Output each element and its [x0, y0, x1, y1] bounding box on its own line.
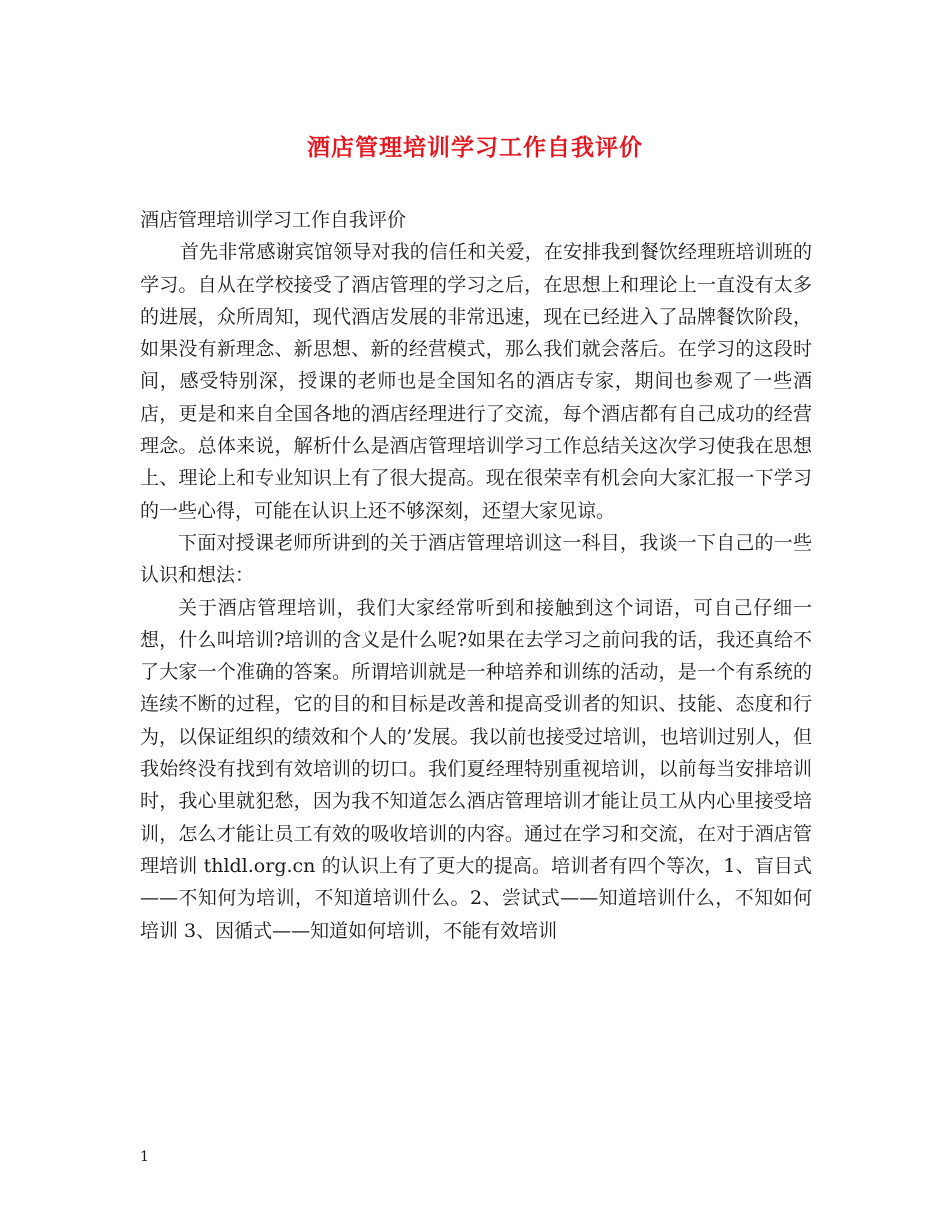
page-number: 1: [140, 1149, 149, 1165]
paragraph-2: 下面对授课老师所讲到的关于酒店管理培训这一科目，我谈一下自己的一些认识和想法：: [140, 531, 812, 587]
paragraph-3: 关于酒店管理培训，我们大家经常听到和接触到这个词语，可自己仔细一想，什么叫培训?培训的含义是什么呢?如果在去学习之前问我的话，我还真给不了大家一个准确的答案。所谓培训就是一种培养和训练的活动，是一个有系统的连续不断的过程，它的目的和目标是改善和提高受训者的知识、技能、态度和行为，以保证组织的绩效和个人的’发展。我以前也接受过培训，也培训过别人，但我始终没有找到有效培训的切口。我们夏经理特别重视培训，以前每当安排培训时，我心里就犯愁，因为我不知道怎么酒店管理培训才能让员工从内心里接受培训，怎么才能让员工有效的吸收培训的内容。通过在学习和交流，在对于酒店管理培训 thldl.org.cn 的认识上有了更大的提高。培训者有四个等次，1、盲目式——不知何为培训，不知道培训什么。2、尝试式——知道培训什么，不知如何培训 3、因循式——知道如何培训，不能有效培训: [140, 596, 812, 942]
document-subtitle: 酒店管理培训学习工作自我评价: [140, 209, 407, 231]
document-title: 酒店管理培训学习工作自我评价: [307, 134, 643, 161]
paragraph-1: 首先非常感谢宾馆领导对我的信任和关爱，在安排我到餐饮经理班培训班的学习。自从在学校接受了酒店管理的学习之后，在思想上和理论上一直没有太多的进展，众所周知，现代酒店发展的非常迅速，现在已经进入了品牌餐饮阶段，如果没有新理念、新思想、新的经营模式，那么我们就会落后。在学习的这段时间，感受特别深，授课的老师也是全国知名的酒店专家，期间也参观了一些酒店，更是和来自全国各地的酒店经理进行了交流，每个酒店都有自己成功的经营理念。总体来说，解析什么是酒店管理培训学习工作总结关这次学习使我在思想上、理论上和专业知识上有了很大提高。现在很荣幸有机会向大家汇报一下学习的一些心得，可能在认识上还不够深刻，还望大家见谅。: [140, 241, 812, 522]
document-body: [140, 204, 812, 947]
